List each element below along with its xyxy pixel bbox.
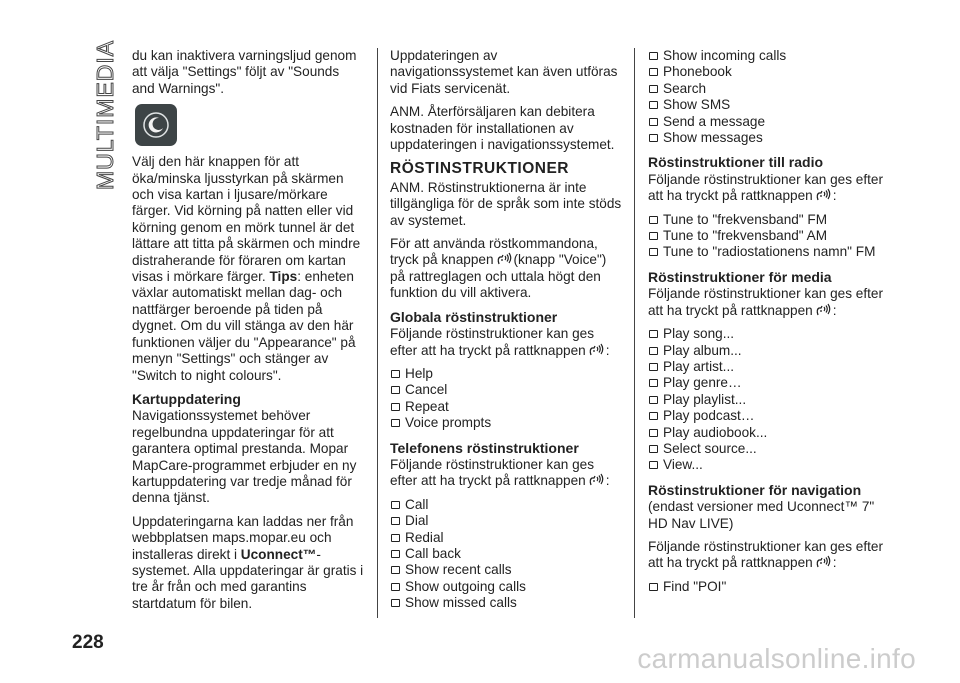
list-item: Select source...	[648, 441, 888, 457]
section-title: MULTIMEDIA	[92, 39, 118, 190]
paragraph: Följande röstinstruktioner kan ges efter att ha tryckt på rattknappen :	[648, 286, 883, 318]
moon-icon	[135, 104, 177, 146]
heading: Röstinstruktioner för media	[648, 268, 832, 285]
list-item: Tune to "radiostationens namn" FM	[648, 244, 888, 260]
watermark: carmanualsonline.info	[637, 643, 916, 674]
paragraph: ANM. Återförsäljaren kan debitera kostnaden för installationen av uppdateringen i navigationssystemet.	[390, 104, 615, 153]
column-2	[390, 48, 622, 620]
paragraph: ANM. Röstinstruktionerna är inte tillgängliga för de språk som inte stöds av systemet.	[390, 179, 622, 228]
list-item: Find "POI"	[648, 579, 888, 595]
voice-command-icon	[588, 343, 604, 357]
paragraph: (endast versioner med Uconnect™ 7" HD Nav LIVE)	[648, 499, 875, 531]
list-item: Call back	[390, 546, 622, 562]
list-item: Send a message	[648, 114, 888, 130]
column-3	[648, 48, 888, 603]
page-number: 228	[72, 632, 104, 653]
list-item: Show messages	[648, 130, 888, 146]
voice-command-icon	[496, 252, 512, 266]
heading: Globala röstinstruktioner	[390, 308, 558, 325]
voice-command-icon	[588, 473, 604, 487]
paragraph: Välj den här knappen för att öka/minska ljusstyrkan på skärmen och visa kartan i ljusare/mörkare färger. Vid körning på natten eller vid körning genom en mörk tunnel är det lättare att titta på skärmen och mindre distraherande för föraren om kartan visas i mörkare färger. Tips: enheten växlar automatiskt mellan dag- och nattfärger beroende på tiden på dygnet. Om du vill stänga av den här funktionen väljer du "Appearance" på menyn "Settings" och stänger av "Switch to night colours".	[132, 154, 361, 383]
list-item: Phonebook	[648, 64, 888, 80]
paragraph: Följande röstinstruktioner kan ges efter att ha tryckt på rattknappen :	[390, 326, 610, 358]
command-list	[648, 212, 888, 261]
paragraph: Följande röstinstruktioner kan ges efter att ha tryckt på rattknappen :	[648, 538, 883, 571]
list-item: Play playlist...	[648, 392, 888, 408]
column-divider	[634, 48, 635, 618]
section-heading: RÖSTINSTRUKTIONER	[390, 160, 569, 178]
list-item: Play genre…	[648, 375, 888, 391]
command-list	[648, 326, 888, 474]
paragraph: Navigationssystemet behöver regelbundna uppdateringar för att garantera optimal prestanda. Mopar MapCare-programmet erbjuder en ny kartuppdatering var tredje månad för denna tjänst.	[132, 408, 357, 506]
list-item: Voice prompts	[390, 415, 622, 431]
command-list	[390, 366, 622, 432]
paragraph: du kan inaktivera varningsljud genom att välja "Settings" följt av "Sounds and Warnings".	[132, 48, 357, 96]
list-item: View...	[648, 457, 888, 473]
command-list	[390, 497, 622, 612]
list-item: Tune to "frekvensband" FM	[648, 212, 888, 228]
list-item: Play artist...	[648, 359, 888, 375]
list-item: Redial	[390, 530, 622, 546]
paragraph: Följande röstinstruktioner kan ges efter att ha tryckt på rattknappen :	[390, 456, 610, 489]
heading: Röstinstruktioner till radio	[648, 154, 824, 171]
paragraph: Uppdateringen av navigationssystemet kan även utföras vid Fiats servicenät.	[390, 48, 618, 96]
heading: Röstinstruktioner för navigation	[648, 481, 862, 498]
list-item: Dial	[390, 513, 622, 529]
paragraph: Följande röstinstruktioner kan ges efter att ha tryckt på rattknappen :	[648, 171, 883, 204]
list-item: Show recent calls	[390, 562, 622, 578]
voice-command-icon	[815, 555, 831, 569]
voice-command-icon	[815, 188, 831, 202]
heading: Kartuppdatering	[132, 390, 241, 407]
paragraph: För att använda röstkommandona, tryck på knappen (knapp "Voice") på rattreglagen och uttala högt den funktion du vill aktivera.	[390, 236, 607, 301]
list-item: Play album...	[648, 343, 888, 359]
list-item: Tune to "frekvensband" AM	[648, 228, 888, 244]
column-divider	[377, 48, 378, 618]
list-item: Help	[390, 366, 622, 382]
column-1	[132, 48, 364, 619]
list-item: Show SMS	[648, 97, 888, 113]
voice-command-icon	[815, 303, 831, 317]
list-item: Show incoming calls	[648, 48, 888, 64]
list-item: Show outgoing calls	[390, 579, 622, 595]
list-item: Play podcast…	[648, 408, 888, 424]
list-item: Play song...	[648, 326, 888, 342]
list-item: Show missed calls	[390, 595, 622, 611]
paragraph: Uppdateringarna kan laddas ner från webbplatsen maps.mopar.eu och installeras direkt i Uconnect™-systemet. Alla uppdateringar är gratis i tre år från och med garantins startdatum för bilen.	[132, 513, 364, 611]
heading: Telefonens röstinstruktioner	[390, 439, 579, 456]
command-list	[648, 48, 888, 146]
list-item: Repeat	[390, 399, 622, 415]
list-item: Search	[648, 81, 888, 97]
list-item: Call	[390, 497, 622, 513]
list-item: Cancel	[390, 382, 622, 398]
command-list	[648, 579, 888, 595]
list-item: Play audiobook...	[648, 425, 888, 441]
